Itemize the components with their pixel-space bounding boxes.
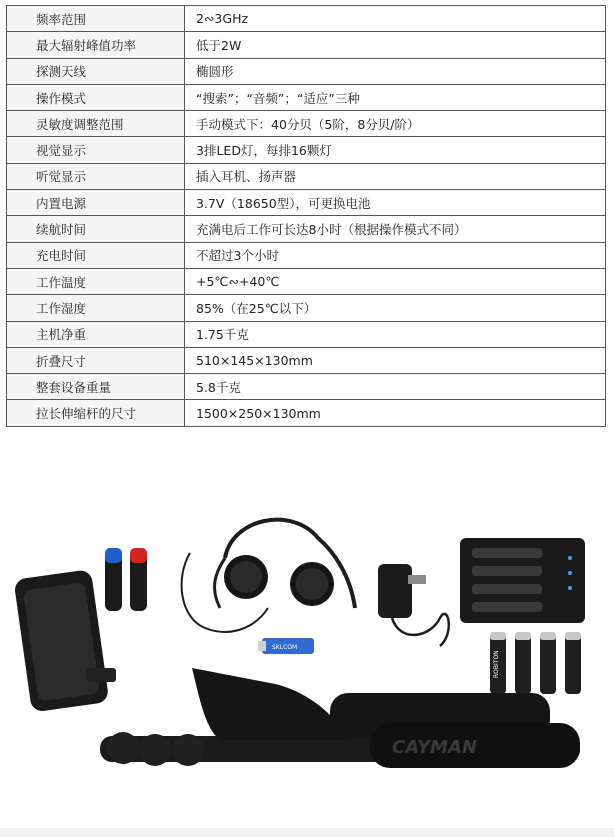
usb-brand-label: SKLCOM [272,644,298,651]
detector-head [13,569,116,713]
spec-row [7,295,606,321]
spec-row [7,32,606,58]
spec-label: 最大辐射峰值功率 [7,32,185,58]
spec-value: 充满电后工作可长达8小时（根据操作模式不同） [185,216,606,242]
spec-row [7,400,606,426]
spec-label: 充电时间 [7,242,185,268]
spec-value: 5.8千克 [185,374,606,400]
spec-value: +5℃∾+40℃ [185,268,606,294]
spec-value: 3.7V（18650型），可更换电池 [185,190,606,216]
spec-label: 工作温度 [7,268,185,294]
spec-label: 拉长伸缩杆的尺寸 [7,400,185,426]
spec-label: 频率范围 [7,6,185,32]
spec-value: 低于2W [185,32,606,58]
spare-battery-blue [105,548,122,611]
spec-row [7,111,606,137]
spec-value: 510×145×130mm [185,347,606,373]
spec-label: 折叠尺寸 [7,347,185,373]
spec-row [7,268,606,294]
spec-table [6,5,606,427]
spec-label: 探测天线 [7,58,185,84]
spec-row [7,137,606,163]
usb-stick [258,638,314,654]
spec-label: 续航时间 [7,216,185,242]
spec-row [7,347,606,373]
product-photo [0,478,614,837]
battery-charger [460,538,585,623]
spec-label: 主机净重 [7,321,185,347]
spec-row [7,84,606,110]
spec-value: 2∾3GHz [185,6,606,32]
battery-set [490,632,581,694]
spec-row [7,163,606,189]
spec-value: 椭圆形 [185,58,606,84]
spec-value: 手动模式下：40分贝（5阶，8分贝/阶） [185,111,606,137]
spec-row [7,242,606,268]
spec-value: 1.75千克 [185,321,606,347]
spec-row [7,190,606,216]
spec-label: 操作模式 [7,84,185,110]
spare-battery-red [130,548,147,611]
spec-row [7,374,606,400]
spec-value: 1500×250×130mm [185,400,606,426]
spec-value: 插入耳机、扬声器 [185,163,606,189]
spec-label: 整套设备重量 [7,374,185,400]
spec-row [7,216,606,242]
spec-value: “搜索”；“音频”；“适应”三种 [185,84,606,110]
spec-value: 不超过3个小时 [185,242,606,268]
spec-row [7,58,606,84]
headphones [182,520,355,632]
spec-label: 工作湿度 [7,295,185,321]
spec-label: 灵敏度调整范围 [7,111,185,137]
spec-value: 3排LED灯，每排16颗灯 [185,137,606,163]
battery-brand-label: ROBITON [493,650,500,678]
spec-label: 听觉显示 [7,163,185,189]
spec-label: 内置电源 [7,190,185,216]
spec-row [7,6,606,32]
spec-label: 视觉显示 [7,137,185,163]
brand-logo-text: CAYMAN [392,737,478,758]
spec-value: 85%（在25℃以下） [185,295,606,321]
spec-row [7,321,606,347]
charger-adapter [378,564,449,646]
